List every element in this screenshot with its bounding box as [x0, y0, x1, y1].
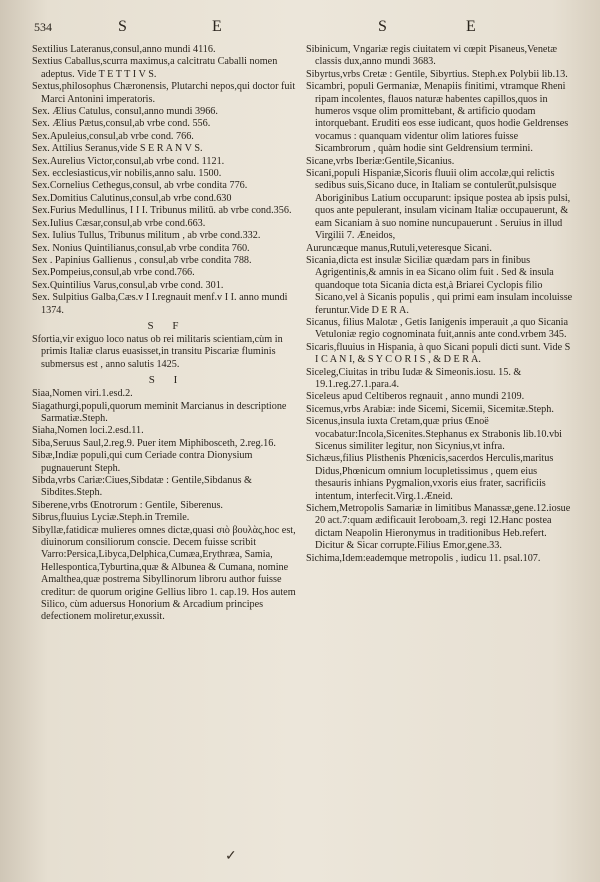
dictionary-entry: Sicanus, filius Malotæ , Getis Ianigenis imperauit ,a quo Sicania Vetuloniæ regio cognominata fuit,annis ante cond.vrbem 345. — [306, 316, 568, 341]
entry-list — [32, 388, 302, 624]
dictionary-entry: Sextilius Lateranus,consul,anno mundi 4116. — [32, 44, 216, 55]
dictionary-entry: Sicani,populi Hispaniæ,Sicoris fluuii olim accolæ,qui relictis sedibus suis,Sicano duce, in Italiam se contulerūt,pulsisque Aboriginibus Latium occuparunt: ipsique postea ab ipsis pulsi, quos ante pepulerant, insulam vicinam Italiæ occupauerunt, & eam Sicaniam à suo nomine nuncupauerunt . Seruius in illud Virgilii 7. Æneidos, — [306, 168, 571, 242]
running-head-letter: S — [378, 18, 388, 35]
dictionary-entry: Sibrus,fluuius Lyciæ.Steph.in Tremile. — [32, 512, 190, 524]
right-column — [306, 44, 574, 565]
dictionary-entry: Sibda,vrbs Cariæ:Ciues,Sibdatæ : Gentile,Sibdanus & Sibdites.Steph. — [32, 475, 252, 499]
dictionary-entry: Siceleus apud Celtiberos regnauit , anno mundi 2109. — [306, 391, 525, 403]
dictionary-entry: Sex.Pompeius,consul,ab vrbe cond.766. — [32, 267, 195, 279]
dictionary-entry: Sex. Attilius Seranus,vide S E R A N V S. — [32, 143, 203, 155]
dictionary-entry: Sibyllæ,fatidicæ mulieres omnes dictæ,quasi σιὸ βουλὰς,hoc est, diuinorum consiliorum conscie. Decem fuisse scribit Varro:Persica,Libyca,Delphica,Cumæa,Erythræa, Samia, Hellespontica,Tyburtina,quæ & Albunea & Cumana, nomine Amalthea,quæ postrema Sibyllinorum libroru author fuisse creditur: de quorum origine Gellius libro 1. cap.19. Hos autem Silico, cùm aduersus Honorium & Arcadium principes defectionem moliretur,exussit. — [32, 524, 296, 623]
dictionary-entry: Sex.Aurelius Victor,consul,ab vrbe cond. 1121. — [32, 155, 225, 167]
dictionary-entry: Sex.Cornelius Cethegus,consul, ab vrbe condita 776. — [32, 180, 248, 192]
dictionary-entry: Sicania,dicta est insulæ Siciliæ quædam pars in finibus Agrigentinis,& amnis in ea Sicano olim fuit . Sed & insula quandoque tota Sicania dicta est,à Briarei Cyclopis filio Sicano,vel à Sicanis populis , qui primi eam insulam incoluisse feruntur.Vide D E R A. — [306, 254, 573, 316]
footer-mark: ✓ — [225, 849, 237, 864]
dictionary-entry: Sichæus,filius Plisthenis Phœnicis,sacerdos Herculis,maritus Didus,Phœnicum omnium locupletissimus , quem eius thesauris inhians Pygmalion,vxoris eius frater, sacrificiis intentum, interfecit.Virg.1.Æneid. — [306, 453, 554, 502]
dictionary-entry: Sex. Iulius Tullus, Tribunus militum , ab vrbe cond.332. — [32, 230, 261, 242]
section-heading: S F — [147, 319, 187, 332]
dictionary-entry: Sex.Apuleius,consul,ab vrbe cond. 766. — [32, 130, 194, 142]
dictionary-entry: Sex.Quintilius Varus,consul,ab vrbe cond. 301. — [32, 279, 224, 291]
entry-list — [32, 334, 302, 371]
dictionary-entry: Sex. Ælius Pætus,consul,ab vrbe cond. 556. — [32, 118, 211, 130]
dictionary-entry: Siba,Seruus Saul,2.reg.9. Puer item Miphibosceth, 2.reg.16. — [32, 437, 276, 449]
dictionary-entry: Auruncæque manus,Rutuli,veteresque Sicani. — [306, 242, 492, 254]
dictionary-entry: Sex. ecclesiasticus,vir nobilis,anno salu. 1500. — [32, 168, 222, 180]
dictionary-entry: Sex . Papinius Gallienus , consul,ab vrbe condita 788. — [32, 254, 252, 266]
dictionary-entry: Sicambri, populi Germaniæ, Menapiis finitimi, vtramque Rheni ripam incolentes, flauos naturæ habentes capillos,quos in humeros vsque olim promittebant, & artificio quodam intorquebant. Eruditi eos esse iudicant, quos hodie Geldrenses vocamus : quanquam videntur olim latiores fuisse Sicambrorum , quàm hodie sint Geldrensium termini. — [306, 81, 569, 155]
dictionary-entry: Siceleg,Ciuitas in tribu Iudæ & Simeonis.iosu. 15. & 19.1.reg.27.1.para.4. — [306, 366, 522, 390]
left-column — [32, 44, 302, 624]
running-head-letter: S — [118, 18, 128, 35]
dictionary-entry: Sex.Furius Medullinus, I I I. Tribunus militū. ab vrbe cond.356. — [32, 205, 292, 217]
dictionary-entry: Sex. Nonius Quintilianus,consul,ab vrbe condita 760. — [32, 242, 250, 254]
running-head-letter: E — [212, 18, 223, 35]
running-head-letter: E — [466, 18, 477, 35]
dictionary-entry: Siberene,vrbs Œnotrorum : Gentile, Siberenus. — [32, 499, 223, 511]
dictionary-entry: Sichem,Metropolis Samariæ in limitibus Manassæ,gene.12.iosue 20 act.7:quam ædificauit Ieroboam,3. regi 12.Hanc postea dictam Neapolin Hieronymus in traditionibus Heb.refert. Dicitur & Sicar corrupte.Filius Emor,gene.33. — [306, 503, 571, 552]
dictionary-entry: Siagathurgi,populi,quorum meminit Marcianus in descriptione Sarmatiæ.Steph. — [32, 400, 287, 424]
entry-list — [32, 44, 302, 317]
dictionary-entry: Sex.Domitius Calutinus,consul,ab vrbe cond.630 — [32, 192, 232, 204]
dictionary-entry: Sicane,vrbs Iberiæ:Gentile,Sicanius. — [306, 155, 455, 167]
dictionary-entry: Siaha,Nomen loci.2.esd.11. — [32, 425, 144, 437]
dictionary-entry: Sicaris,fluuius in Hispania, à quo Sicani populi dicti sunt. Vide S I C A N I, & S Y C O R I S , & D E R A. — [306, 341, 571, 366]
dictionary-entry: Sicenus,insula iuxta Cretam,quæ prius Œnoë vocabatur:Incola,Sicenites.Stephanus ex Strabonis lib.10.vbi Sicenus similiter legitur, non Sicynius,vt infra. — [306, 416, 562, 452]
dictionary-entry: Sicemus,vrbs Arabiæ: inde Sicemi, Sicemii, Sicemitæ.Steph. — [306, 403, 554, 415]
dictionary-entry: Sibæ,Indiæ populi,qui cum Ceriade contra Dionysium pugnauerunt Steph. — [32, 450, 253, 474]
entry-list — [306, 44, 574, 565]
dictionary-entry: Sfortia,vir exiguo loco natus ob rei militaris scientiam,cùm in primis Italiæ clarus euasisset,in transitu Piscariæ fluminis submersus est , anno salutis 1425. — [32, 333, 283, 370]
page-number: 534 — [34, 20, 52, 34]
dictionary-entry: Sex. Ælius Catulus, consul,anno mundi 3966. — [32, 106, 218, 118]
page-header — [0, 18, 600, 40]
dictionary-entry: Sibyrtus,vrbs Cretæ : Gentile, Sibyrtius. Steph.ex Polybii lib.13. — [306, 68, 568, 80]
dictionary-entry: Sextius Caballus,scurra maximus,a calcitratu Caballi nomen adeptus. Vide T E T T I V S. — [32, 56, 278, 80]
dictionary-entry: Sichima,Idem:eademque metropolis , iudicu 11. psal.107. — [306, 552, 541, 564]
dictionary-entry: Siaa,Nomen viri.1.esd.2. — [32, 388, 133, 400]
dictionary-entry: Sibinicum, Vngariæ regis ciuitatem vi cœpit Pisaneus,Venetæ classis dux,anno mundi 3683. — [306, 44, 558, 68]
section-heading: S I — [148, 374, 186, 387]
dictionary-entry: Sextus,philosophus Chæronensis, Plutarchi nepos,qui doctor fuit Marci Antonini imperatoris. — [32, 81, 296, 105]
dictionary-entry: Sex. Sulpitius Galba,Cæs.v I I.regnauit menf.v I I. anno mundi 1374. — [32, 292, 288, 316]
dictionary-entry: Sex.Iulius Cæsar,consul,ab vrbe cond.663. — [32, 217, 206, 229]
